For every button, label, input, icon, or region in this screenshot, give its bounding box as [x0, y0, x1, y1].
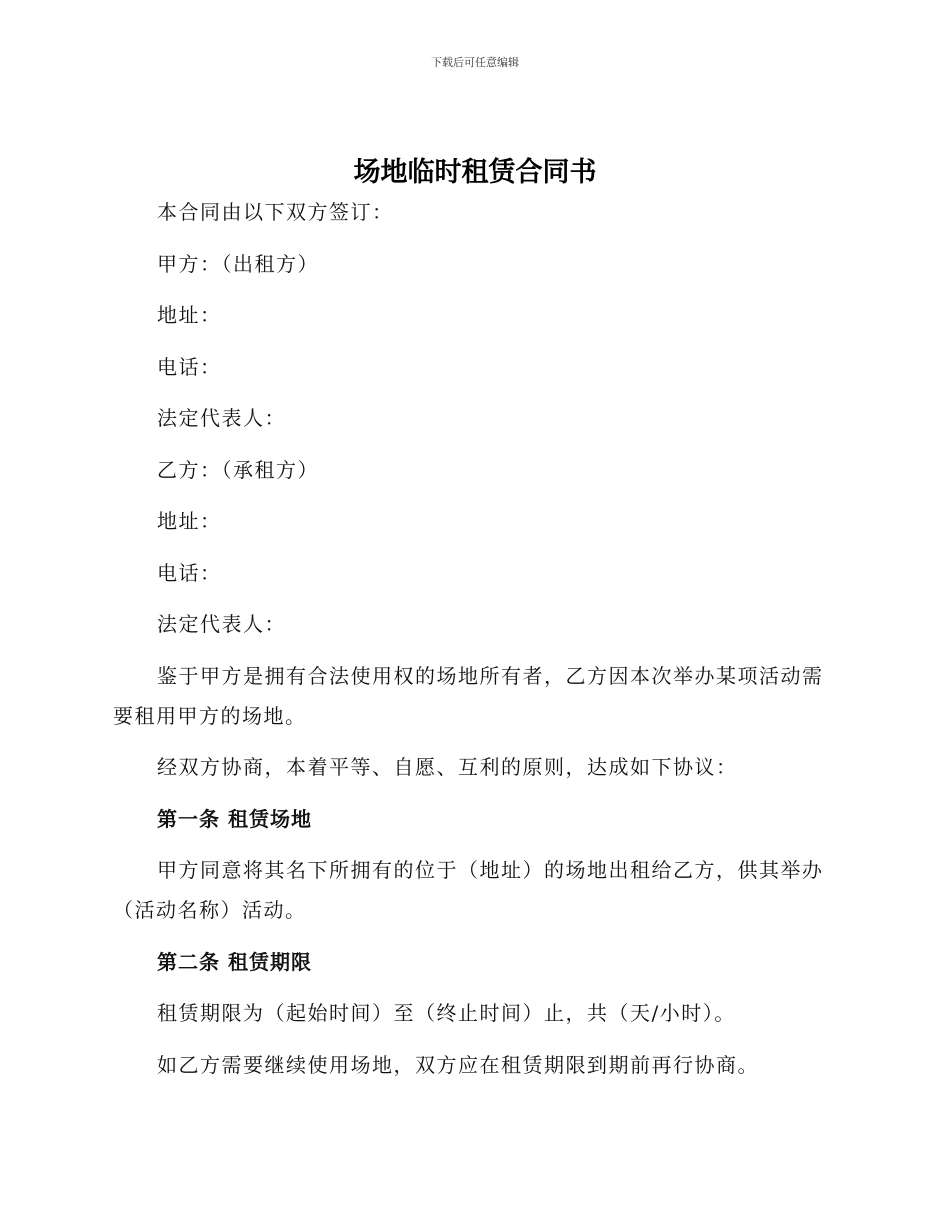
- party-a-representative: 法定代表人：: [157, 406, 286, 430]
- article-2-heading: 第二条 租赁期限: [157, 949, 312, 974]
- article-1-paragraph: 甲方同意将其名下所拥有的位于（地址）的场地出租给乙方，供其举办（活动名称）活动。: [113, 858, 824, 922]
- party-b-label: 乙方：（承租方）: [157, 457, 319, 482]
- document-body: [113, 192, 835, 1096]
- agreement-intro-paragraph: 经双方协商，本着平等、自愿、互利的原则，达成如下协议：: [157, 755, 738, 779]
- party-a-label: 甲方：（出租方）: [157, 251, 319, 276]
- document-title: 场地临时租赁合同书: [353, 157, 597, 188]
- party-b-representative: 法定代表人：: [157, 612, 286, 636]
- article-2-paragraph-2: 如乙方需要继续使用场地，双方应在租赁期限到期前再行协商。: [157, 1052, 759, 1077]
- party-b-address: 地址：: [157, 509, 222, 533]
- intro-paragraph: 本合同由以下双方签订：: [157, 200, 394, 224]
- recital-paragraph: 鉴于甲方是拥有合法使用权的场地所有者，乙方因本次举办某项活动需要租用甲方的场地。: [113, 663, 824, 728]
- header-note: 下载后可任意编辑: [431, 56, 519, 69]
- party-a-address: 地址：: [157, 303, 222, 327]
- article-2-paragraph-1: 租赁期限为（起始时间）至（终止时间）止，共（天/小时）。: [157, 1001, 736, 1025]
- party-a-phone: 电话：: [157, 354, 222, 379]
- party-b-phone: 电话：: [157, 560, 222, 585]
- article-1-heading: 第一条 租赁场地: [157, 806, 312, 831]
